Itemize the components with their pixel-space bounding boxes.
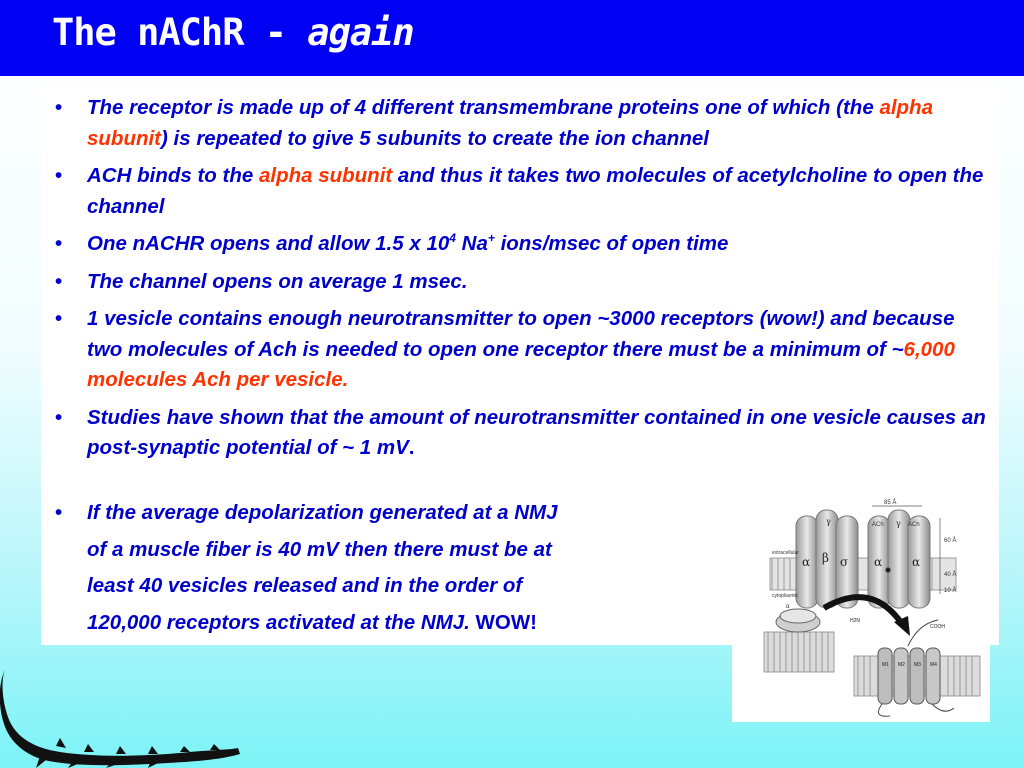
ach-label-2: ACh [908,522,920,528]
slide-title [52,8,414,58]
subunit-gamma-2: γ [896,519,901,528]
bullet-7-line-4 [87,608,537,638]
cooh-label: COOH [930,624,945,630]
subunit-alpha-3: α [912,555,921,569]
bullet-7-line-1: If the average depolarization generated at a NMJ [87,501,558,524]
bullet-3-text-c: ions/msec of open time [494,232,729,255]
bullet-2-highlight: alpha subunit [258,164,393,187]
m1-label: M1 [882,662,889,668]
dim-10-label: 10 Å [944,588,957,594]
bullet-marker: • [55,164,63,187]
subunit-alpha-1: α [802,555,811,569]
bullet-3-ion-sign: + [487,231,495,246]
bullet-1-text-b: ) is repeated to give 5 subunits to create the ion channel [161,126,709,150]
subunit-alpha-2: α [874,555,883,569]
subunit-alpha-4: α [786,604,790,610]
bullet-7-line-4-text: 120,000 receptors activated at the NMJ. [87,611,470,634]
crocodile-icon [0,668,250,768]
ach-label-1: ACh [872,522,884,528]
bullet-2-text-a: ACH binds to the [87,164,259,187]
bullet-item-4 [41,267,991,298]
subunit-beta: β [822,551,829,565]
slide-title-main: The nAChR - [52,11,308,54]
helix-membrane-right [854,620,980,716]
bullet-marker: • [55,501,63,524]
bullet-item-6 [41,403,991,464]
subunit-delta: σ [840,555,849,569]
extracellular-label: extracellular [772,550,799,556]
bullet-6-text-a: Studies have shown that the amount of neurotransmitter contained in one vesicle causes an post-synaptic potential of ~ 1 mV [87,405,986,459]
bullet-list [41,93,991,471]
nachr-figure [732,496,990,722]
cytoplasmic-label: cytoplasmic [772,593,799,599]
bullet-item-5 [41,304,991,396]
slide-title-italic: again [307,11,414,54]
bullet-7-line-2: of a muscle fiber is 40 mV then there must be at [87,538,552,561]
bullet-3-text-a: One nACHR opens and allow 1.5 x 10 [87,232,450,255]
h2n-label: H2N [850,618,861,624]
bullet-4-text: The channel opens on average 1 msec. [87,269,468,293]
bullet-marker: • [55,307,63,330]
helix-membrane-left [764,604,834,672]
dim-60-label: 60 Å [944,538,957,544]
bullet-marker: • [55,269,63,293]
bullet-marker: • [55,96,63,119]
bullet-3-exponent: 4 [449,231,456,246]
bullet-1-text-a: The receptor is made up of 4 different transmembrane proteins one of which (the [87,96,880,119]
bullet-5-highlight: 6,000 molecules Ach per vesicle. [87,337,955,391]
bullet-3-text-b: Na [455,232,488,255]
dim-85-label: 85 Å [884,500,897,506]
bullet-item-1 [41,93,991,154]
bullet-item-2 [41,161,991,222]
title-bar [0,0,1024,76]
m3-label: M3 [914,662,921,668]
bullet-item-3 [41,229,991,260]
bullet-marker: • [55,232,63,255]
bullet-2-text-b: and thus it takes two molecules of acetylcholine to open the channel [87,164,984,218]
bullet-marker: • [55,405,63,429]
nachr-diagram [732,496,990,722]
bullet-7-line-3: least 40 vesicles released and in the order of [87,574,523,597]
bullet-1-highlight: alpha subunit [87,96,933,150]
subunit-gamma: γ [826,517,831,526]
dim-40-label: 40 Å [944,572,957,578]
bullet-6-text-b: . [408,436,415,459]
bullet-5-text-a: 1 vesicle contains enough neurotransmitter to open ~3000 receptors (wow!) and because two molecules of Ach is needed to open one receptor there must be a minimum of ~ [87,307,955,361]
bullet-7-wow: WOW! [469,611,538,634]
m4-label: M4 [930,662,937,668]
m2-label: M2 [898,662,905,668]
